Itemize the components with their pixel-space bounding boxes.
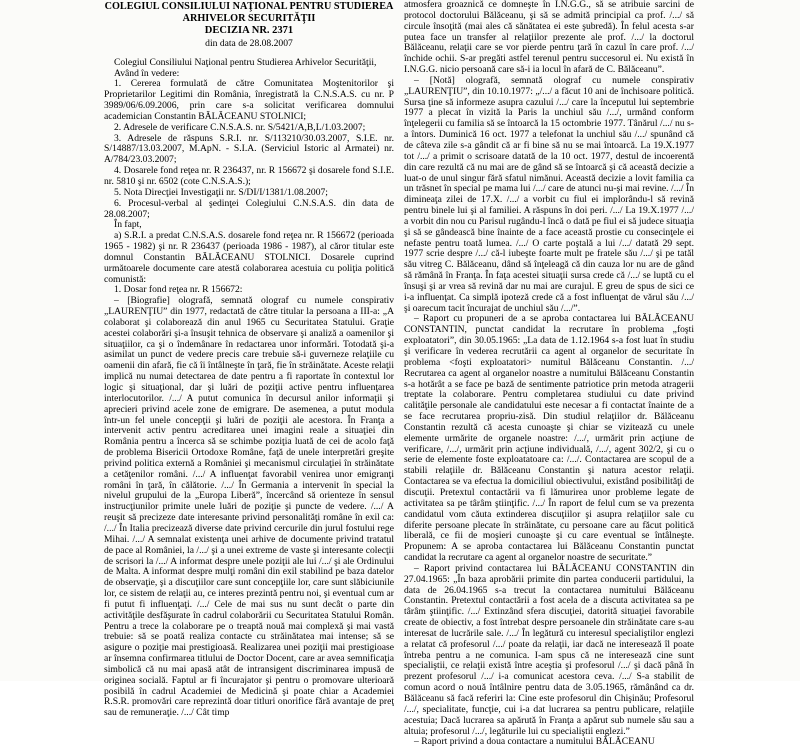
- left-paragraph: 2. Adresele de verificare C.N.S.A.S. nr. S/5421/A,B,L/1.03.2007;: [114, 121, 366, 133]
- left-paragraph: – [Biografie] olografă, semnată olograf cu numele conspirativ „LAURENŢIU” din 1977, redactată de către titular la persoana a III-a: „A colaborat şi colaborează din anul 1965 cu Securitatea Statului. Graţie acestei colaborări şi-a însuşit tehnica de observare şi analiză a oamenilor şi situaţiilor, ca şi o îndemânare în redactarea unor informări. Totodată şi-a asimilat un punct de vedere precis care trebuie să-i guverneze relaţiile cu oamenii din afară, fie că îi întâlneşte în ţară, fie în străinătate. Aceste relaţii implică nu numai detectarea de date pentru a fi raportate în contextul lor logic şi situaţional, dar şi luări de poziţii active pentru influenţarea interlocutorilor. /.../ A putut comunica în decursul anilor informaţii şi aprecieri privind acele zone de emigrare. De asemenea, a putut modula într-un fel unele concepţii şi luări de poziţii ale acestora. În Franţa a intervenit activ pentru acreditarea unei imagini reale a situaţiei din România pentru a încerca să se schimbe poziţia luată de cei de acolo faţă de problema Bisericii Ortodoxe Române, faţă de unele interpretări greşite privind politica externă a României şi mecanismul circulaţiei în străinătate a cetăţenilor români. /.../ A influenţat favorabil venirea unor emigranţi români în ţară, în călătorie. /.../ În Germania a intervenit în special la nivelul grupului de la „Europa Liberă”, încercând să orienteze în sensul instrucţiunilor primite unele luări de poziţie şi puncte de vedere. /.../ A reuşit să precizeze date interesante privind personalităţi române în exil ca: /.../ În Italia precizează diverse date privind cercurile din jurul fostului rege Mihai. /.../ A semnalat existenţa unei arhive de documente privind tratatul de pace al României, la /.../ şi a unei extreme de vaste şi interesante colecţii de scrisori la /.../ A informat despre unele poziţii ale lui /.../ şi ale Ordinului de Malta. A informat despre mulţi români din exil stabilind pe baza datelor de observaţie, şi a discuţiilor care sunt concepţiile lor, care sunt slăbiciunile lor, ce sistem de relaţii au, ce interes prezintă pentru noi, şi eventual cum ar fi putut fi influenţaţi. /.../ Cele de mai sus nu sunt decât o parte din activităţile desfăşurate în cadrul colaborării cu Securitatea Statului Român. Pentru a trece la colaborare pe o treaptă nouă mai complexă şi mai vastă trebuie: să se poată realiza contacte cu străinătatea mai intense; să se asigure o poziţie mai prestigioasă. Realizarea unei poziţii mai prestigioase ar însemna confirmarea titlului de Doctor Docent, care ar avea semnificaţia simbolică că nu mai apasă atât de intransigent discriminarea impusă de originea socială. Faptul ar fi încurajator şi pentru o promovare ulterioară posibilă în cadrul Academiei de Medicină şi poate chiar a Academiei R.S.R. promovări care reprezintă doar titluri onorifice fără avantaje de preţ sau de remuneraţie. /.../ Cât timp: [104, 295, 394, 719]
- right-paragraph: atmosfera groaznică ce domneşte în I.N.G.G., să se atribuie sarcini de protocol doctorului Bălăceanu, şi să se admită principial ca prof. /.../ să circule însoţită (mai ales că sănătatea ei este şubredă). În felul acesta s-ar putea face un transfer al relaţiilor prezente ale prof. /.../ la doctorul Bălăceanu, relaţii care se vor pierde pentru ţară în cazul în care prof. /.../ închide ochii. S-ar pregăti astfel terenul pentru succesorul ei. Nu există în I.N.G.G. nicio persoană care să-i ia locul în afară de C. Bălăceanu”.: [404, 0, 694, 76]
- decision-date: din data de 28.08.2007: [205, 37, 293, 49]
- left-column: [104, 0, 394, 719]
- left-paragraph: 4. Dosarele fond reţea nr. R 236437, nr. R 156672 şi dosarele fond S.I.E. nr. 5810 şi nr. 6502 (cote C.N.S.A.S.);: [104, 165, 394, 187]
- right-paragraph: – [Notă] olografă, semnată olograf cu numele conspirativ „LAURENŢIU”, din 10.10.1977: „/.../ a făcut 10 ani de închisoare politică. Sursa ţine să informeze asupra cazului /.../ care la începutul lui septembrie 1977 a plecat în vizită la Paris la unchiul său /.../, urmând conform înţelegerii cu familia să se întoarcă la 15 octombrie 1977. Tânărul /.../ nu s-a întors. Duminică 16 oct. 1977 a telefonat la unchiul său /.../ spunând că de câteva zile s-a gândit că ar fi bine să nu se mai întoarcă. La 19.X.1977 tot /.../ a primit o scrisoare datată de la 10 oct. 1977, destul de incoerentă din care rezultă că nu mai are de gând să se întoarcă şi că această decizie a luat-o de unul singur fără sfatul nimănui. Această decizie a lovit familia ca un trăsnet în special pe mama lui /.../ care de atunci nu-şi mai revine. /.../ În dimineaţa zilei de 17.X. /.../ a vorbit cu fiul ei implorându-l să revină pentru binele lui şi al familiei. A răspuns în doi peri. /.../ La 19.X.1977 /.../ a vorbit din nou cu Parisul rugându-l încă o dată pe fiul ei să judece situaţia şi să se gândească bine înainte de a face această prostie cu consecinţele ei nefaste pentru toată lumea. /.../ O carte poştală a lui /.../ datată 29 sept. 1977 scrie despre /.../ că-l iubeşte foarte mult pe fratele său /.../ şi pe tatăl său vitreg C. Bălăceanu, dând să înţeleagă că din cauza lor nu are de gând să rămână în Franţa. În faţa acestei situaţii sursa crede că /.../ se luptă cu el însuşi şi ar vrea să revină dar nu mai are curajul. E greu de spus de sici ce i-a influenţat. Ca simplă ipoteză crede că a fost influenţat de vărul său /.../ şi oarecum tacit încurajat de unchiul său /.../”.: [404, 74, 694, 314]
- left-paragraph: 5. Nota Direcţiei Investigaţii nr. S/DI/I/1381/1.08.2007;: [114, 186, 328, 198]
- right-paragraph: – Raport privind contactarea lui BĂLĂCEANU CONSTANTIN din 27.04.1965: „În baza aprobării primite din partea conducerii partidului, la data de 26.04.1965 s-a trecut la contactarea numitului Bălăceanu Constantin. Pretextul contactării a fost acela de a discuta activitatea sa pe târâm ştiinţific. /.../ Extinzând sfera discuţiei, datorită situaţiei favorabile create de obiectiv, a fost întrebat despre persoanele din străinătate care s-au interesat de lucrările sale. /.../ În legătură cu interesul specialiştilor englezi a relatat că profesorul /.../ poate da relaţii, iar dacă ne interesează îl poate întreba pentru a ne comunica. I-am spus că ne interesează cine sunt specialiştii, ce relaţii există între aceştia şi profesorul /.../ şi dacă până în prezent profesorul /.../ i-a comunicat acestora ceva. /.../ S-a stabilit de comun acord o nouă întâlnire pentru data de 3.05.1965, rămânând ca dr. Bălăceanu să facă referiri la: Cine este profesorul din Chişinău; Profesorul /.../, specialitate, funcţie, cui i-a dat lucrarea sa pentru publicare, relaţiile acestuia; Dacă lucrarea sa apărută în Franţa a apărut sub numele său sau a altuia; profesorul /.../, legăturile lui cu specialiştii englezi.”: [404, 562, 694, 737]
- left-paragraph: 3. Adresele de răspuns S.R.I. nr. S/113210/30.03.2007, S.I.E. nr. S/14887/13.03.2007, M.ApN. - S.I.A. (Serviciul Istoric al Armatei) nr. A/784/23.03.2007;: [104, 132, 394, 166]
- left-paragraph: 6. Procesul-verbal al şedinţei Colegiului C.N.S.A.S. din data de 28.08.2007;: [104, 197, 394, 220]
- left-paragraph: 1. Dosar fond reţea nr. R 156672:: [114, 284, 243, 296]
- left-paragraph: În fapt,: [114, 219, 142, 231]
- right-paragraph: – Raport privind a doua contactare a numitului BĂLĂCEANU: [414, 736, 655, 748]
- document-title-line2: ARHIVELOR SECURITĂŢII: [182, 13, 316, 24]
- left-paragraph: 1. Cererea formulată de către Comunitatea Moştenitorilor şi Proprietarilor Legitimi din România, înregistrată la C.N.S.A.S. cu nr. P 3989/06/6.09.2006, prin care s-a solicitat verificarea domnului academician Constantin BĂLĂCEANU STOLNICI;: [104, 78, 394, 122]
- right-paragraph: – Raport cu propuneri de a se aproba contactarea lui BĂLĂCEANU CONSTANTIN, punctat candidat la recrutare în problema „foşti exploatatori”, din 30.05.1965: „La data de 1.12.1964 s-a fost luat în studiu şi verificare în vederea recrutării ca agent al organelor de securitate în problema <foşti exploatatori> numitul Bălăceanu Constantin. /.../ Recrutarea ca agent al organelor noastre a numitului Bălăceanu Constantin s-a hotărât a se face pe bază de sentimente patriotice prin metoda atragerii treptate la colaborare. Pentru completarea studiului cu date privind calităţile personale ale candidatului este necesar a fi contactat înainte de a se face recrutarea propriu-zisă. Din studiul relaţiilor dr. Bălăceanu Constantin rezultă că acesta cunoaşte şi chiar se vizitează cu unele elemente urmărite de organele noastre: /.../, urmărit prin acţiune de verificare, /.../, urmărit prin acţiune individuală, /.../, agent 302/2, şi cu o serie de elemente foste exploatatoare ca: /.../. Contactarea are scopul de a stabili relaţiile dr. Bălăceanu Constantin şi natura acestor relaţii. Contactarea se va efectua la domiciliul obiectivului, existând posibilităţi de discuţii. Pretextul contactării va fi lămurirea unor probleme legate de activitatea sa pe târâm ştiinţific. /.../ În raport de felul cum se va prezenta candidatul vom căuta extinderea discuţiilor şi asupra relaţiilor sale cu diferite persoane plecate în străinătate, cu persoane care au făcut politică liberală, ce fii de moşieri cunoaşte şi cu care eventual se întâlneşte. Propunem: A se aproba contactarea lui Bălăceanu Constantin punctat candidat la recrutare ca agent al organelor noastre de securitate.”: [404, 313, 694, 564]
- document-title-line1: COLEGIUL CONSILIULUI NAŢIONAL PENTRU STUDIEREA: [104, 1, 394, 12]
- left-paragraph: a) S.R.I. a predat C.N.S.A.S. dosarele fond reţea nr. R 156672 (perioada 1965 - 1982) şi nr. R 236437 (perioada 1986 - 1987), al căror titular este domnul Constantin BĂLĂCEANU STOLNICI. Dosarele cuprind următoarele documente care atestă colaborarea acestuia cu poliţia politică comunistă:: [104, 230, 394, 285]
- right-column: [404, 0, 694, 748]
- left-paragraph: Având în vedere:: [114, 67, 180, 79]
- left-paragraph: Colegiul Consiliului Naţional pentru Studierea Arhivelor Securităţii,: [114, 56, 377, 68]
- decision-number: DECIZIA NR. 2371: [204, 25, 294, 36]
